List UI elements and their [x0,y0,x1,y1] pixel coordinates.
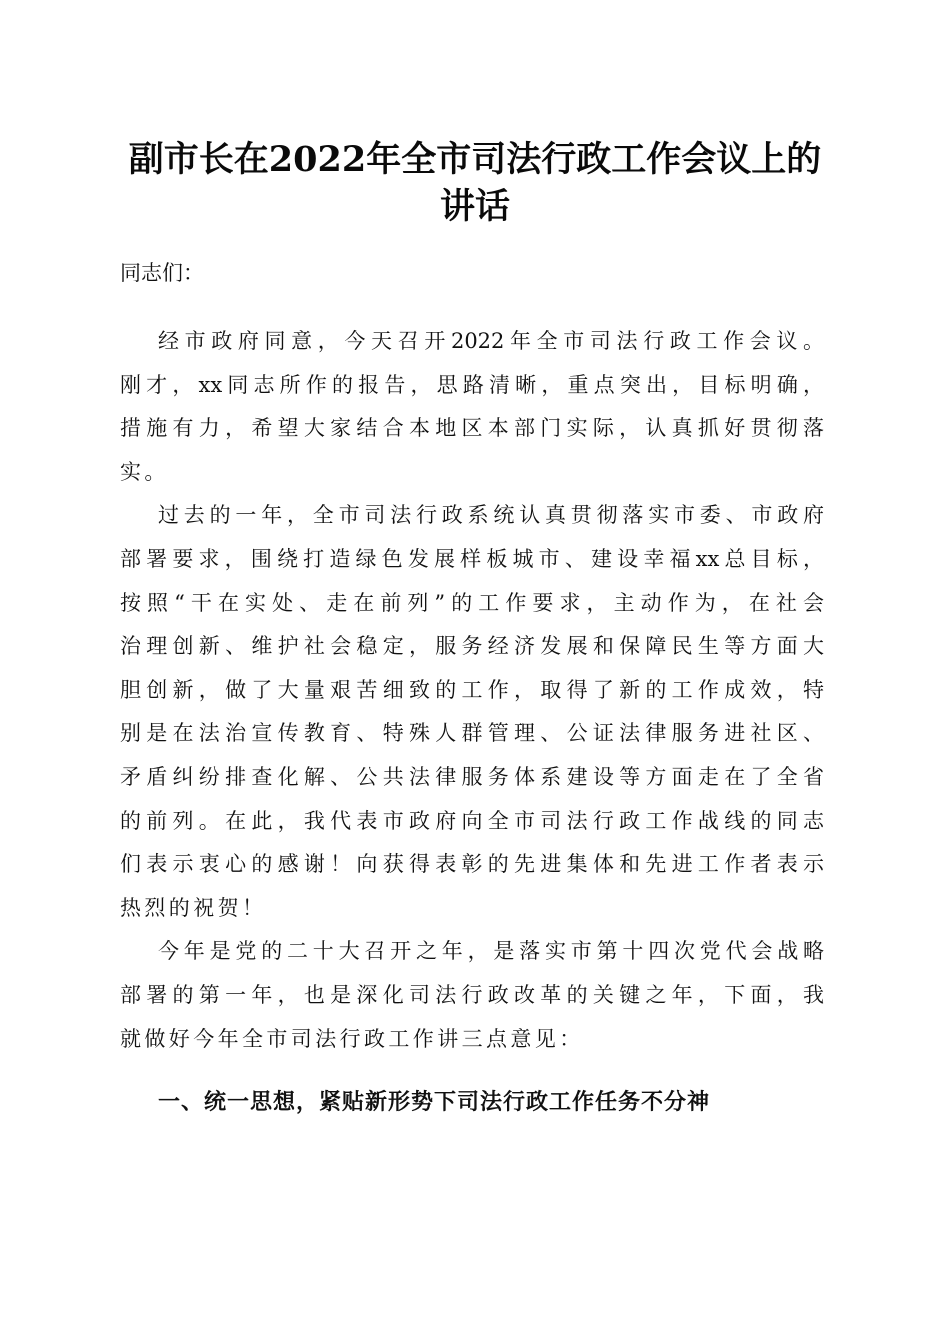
section-heading: 一、统一思想，紧贴新形势下司法行政工作任务不分神 [158,1090,711,1115]
paragraph-line: 实。 [120,459,169,484]
paragraph-line: 部署的第一年，也是深化司法行政改革的关键之年，下面，我 [120,982,824,1007]
paragraph-2 [120,494,824,930]
paragraph-line: 治理创新、维护社会稳定，服务经济发展和保障民生等方面大 [120,634,824,659]
paragraph-1 [120,320,824,494]
title-line-2: 讲话 [439,186,510,227]
paragraph-line: 热烈的祝贺！ [120,895,267,920]
paragraph-line: 的前列。在此，我代表市政府向全市司法行政工作战线的同志 [120,808,824,833]
paragraph-line: 过去的一年，全市司法行政系统认真贯彻落实市委、市政府 [158,503,824,528]
paragraph-line: 今年是党的二十大召开之年，是落实市第十四次党代会战略 [158,939,824,964]
paragraph-3 [120,930,824,1061]
paragraph-line: 措施有力，希望大家结合本地区本部门实际，认真抓好贯彻落 [120,416,824,441]
paragraph-line: 按照“干在实处、走在前列”的工作要求，主动作为，在社会 [120,590,824,615]
document-title [100,136,850,230]
paragraph-line: 们表示衷心的感谢！向获得表彰的先进集体和先进工作者表示 [120,852,824,877]
document-body [120,320,824,1061]
paragraph-line: 刚才，xx同志所作的报告，思路清晰，重点突出，目标明确， [120,372,824,397]
paragraph-line: 胆创新，做了大量艰苦细致的工作，取得了新的工作成效，特 [120,677,824,702]
paragraph-line: 部署要求，围绕打造绿色发展样板城市、建设幸福xx总目标， [120,546,824,571]
paragraph-line: 矛盾纠纷排查化解、公共法律服务体系建设等方面走在了全省 [120,764,824,789]
salutation: 同志们： [120,261,204,285]
paragraph-line: 就做好今年全市司法行政工作讲三点意见： [120,1026,584,1051]
title-line-1: 副市长在2022年全市司法行政工作会议上的 [128,139,822,180]
paragraph-line: 经市政府同意，今天召开2022年全市司法行政工作会议。 [158,329,824,353]
paragraph-line: 别是在法治宣传教育、特殊人群管理、公证法律服务进社区、 [120,721,824,746]
